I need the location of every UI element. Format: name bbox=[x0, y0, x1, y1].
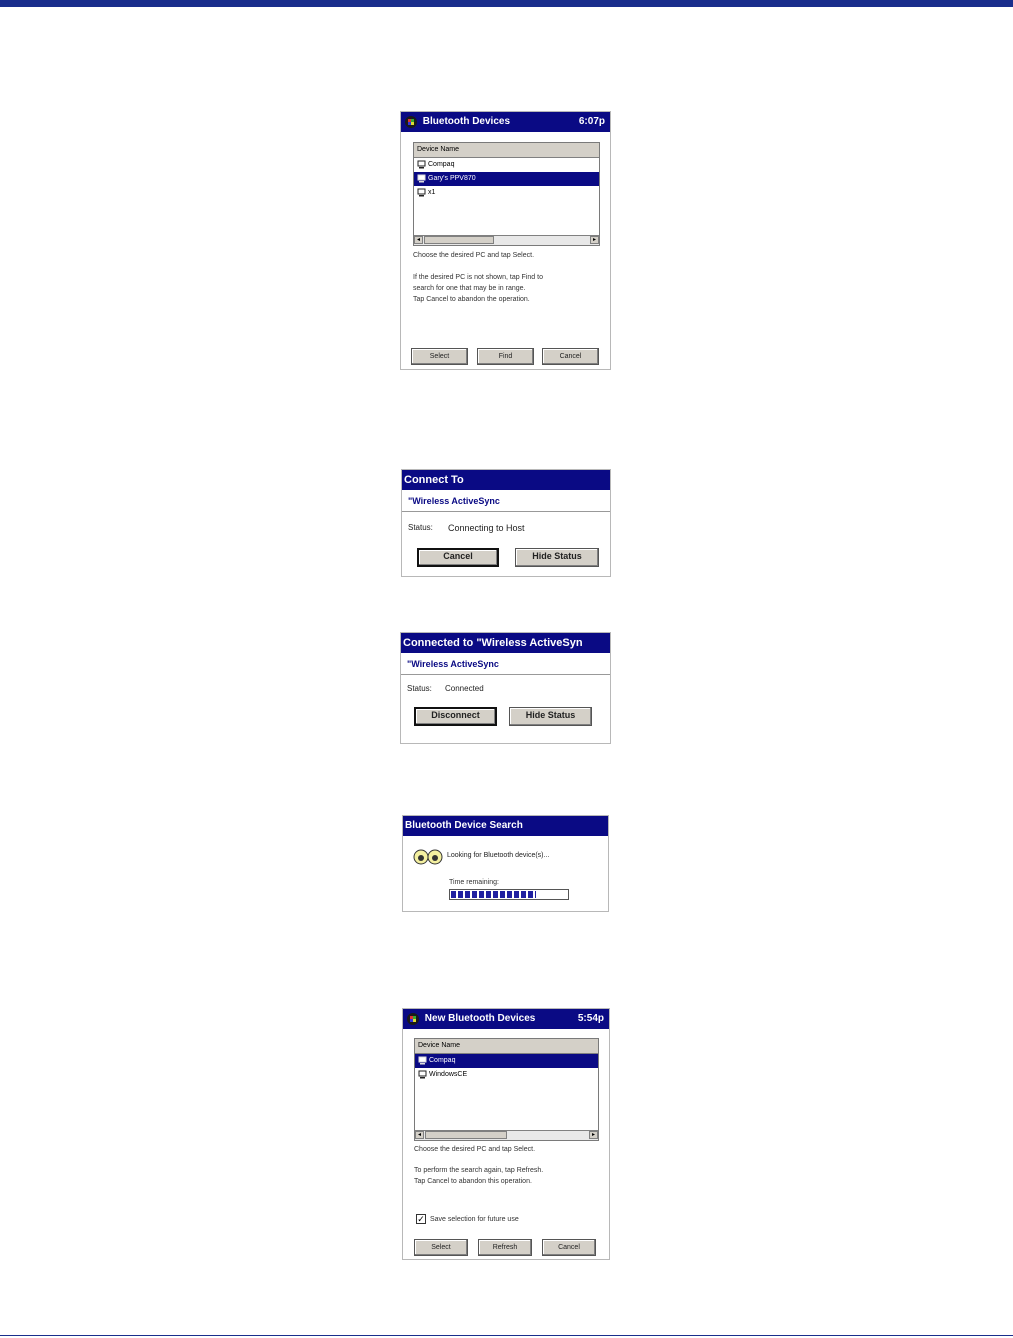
bluetooth-devices-screen bbox=[400, 111, 611, 370]
dialog-title: Bluetooth Device Search bbox=[405, 820, 523, 831]
cancel-button[interactable]: Cancel bbox=[542, 1239, 596, 1256]
device-name: Gary's PPV870 bbox=[428, 175, 476, 182]
list-item[interactable] bbox=[414, 158, 599, 172]
select-button[interactable]: Select bbox=[411, 348, 468, 365]
scroll-left-icon[interactable]: ◂ bbox=[415, 1131, 424, 1139]
connection-name: "Wireless ActiveSync bbox=[401, 653, 610, 675]
refresh-button[interactable]: Refresh bbox=[478, 1239, 532, 1256]
progress-fill bbox=[451, 891, 536, 898]
help-line: search for one that may be in range. bbox=[413, 285, 526, 292]
title-bar bbox=[401, 112, 610, 132]
search-binoculars-icon bbox=[413, 848, 443, 866]
select-button[interactable]: Select bbox=[414, 1239, 468, 1256]
title-bar bbox=[401, 633, 610, 653]
list-item-selected[interactable] bbox=[414, 172, 599, 186]
column-header-device-name[interactable]: Device Name bbox=[414, 143, 599, 158]
computer-icon bbox=[417, 174, 426, 183]
save-selection-label[interactable]: Save selection for future use bbox=[430, 1216, 519, 1223]
windows-flag-icon[interactable] bbox=[407, 1013, 419, 1025]
window-title: Bluetooth Devices bbox=[422, 116, 511, 127]
search-message: Looking for Bluetooth device(s)... bbox=[447, 852, 550, 859]
title-bar bbox=[403, 1009, 609, 1029]
list-item[interactable] bbox=[414, 186, 599, 200]
scroll-left-icon[interactable]: ◂ bbox=[414, 236, 423, 244]
save-selection-checkbox[interactable]: ✓ bbox=[417, 1214, 425, 1224]
status-label: Status: bbox=[408, 523, 433, 532]
cancel-button[interactable]: Cancel bbox=[542, 348, 599, 365]
title-bar bbox=[403, 816, 608, 836]
instruction-text: Choose the desired PC and tap Select. bbox=[413, 252, 535, 259]
device-name: Compaq bbox=[429, 1057, 456, 1064]
page-header-bar bbox=[0, 0, 1013, 7]
help-line: If the desired PC is not shown, tap Find to bbox=[413, 274, 543, 281]
dialog-title: Connect To bbox=[404, 474, 464, 487]
clock[interactable]: 6:07p bbox=[578, 116, 605, 127]
device-search-dialog bbox=[402, 815, 609, 912]
status-value: Connecting to Host bbox=[448, 523, 525, 533]
connect-to-dialog bbox=[401, 469, 611, 577]
device-list[interactable] bbox=[413, 142, 600, 246]
scroll-right-icon[interactable]: ▸ bbox=[589, 1131, 598, 1139]
device-name: Compaq bbox=[428, 161, 455, 168]
windows-flag-icon[interactable] bbox=[405, 116, 417, 128]
help-line: To perform the search again, tap Refresh. bbox=[414, 1167, 544, 1174]
computer-icon bbox=[418, 1056, 427, 1065]
scroll-thumb[interactable] bbox=[425, 1131, 507, 1139]
computer-icon bbox=[417, 188, 426, 197]
help-line: Tap Cancel to abandon this operation. bbox=[414, 1178, 532, 1185]
new-bluetooth-devices-screen bbox=[402, 1008, 610, 1260]
status-label: Status: bbox=[407, 684, 432, 693]
search-progress-bar bbox=[449, 889, 569, 900]
scroll-right-icon[interactable]: ▸ bbox=[590, 236, 599, 244]
column-header-device-name[interactable]: Device Name bbox=[415, 1039, 598, 1054]
list-item[interactable] bbox=[415, 1068, 598, 1082]
hide-status-button[interactable]: Hide Status bbox=[509, 707, 592, 726]
device-list[interactable] bbox=[414, 1038, 599, 1141]
computer-icon bbox=[417, 160, 426, 169]
scroll-thumb[interactable] bbox=[424, 236, 494, 244]
hide-status-button[interactable]: Hide Status bbox=[515, 548, 599, 567]
computer-icon bbox=[418, 1070, 427, 1079]
find-button[interactable]: Find bbox=[477, 348, 534, 365]
title-bar bbox=[402, 470, 610, 490]
horizontal-scrollbar[interactable] bbox=[414, 235, 599, 245]
status-value: Connected bbox=[445, 684, 484, 693]
cancel-button[interactable]: Cancel bbox=[417, 548, 499, 567]
help-line: Tap Cancel to abandon the operation. bbox=[413, 296, 530, 303]
device-name: x1 bbox=[428, 189, 436, 196]
connection-name: "Wireless ActiveSync bbox=[402, 490, 610, 512]
time-remaining-label: Time remaining: bbox=[449, 879, 499, 886]
page-footer-rule bbox=[0, 1335, 1013, 1336]
window-title: New Bluetooth Devices bbox=[424, 1013, 536, 1024]
dialog-title: Connected to "Wireless ActiveSyn bbox=[403, 637, 583, 650]
instruction-text: Choose the desired PC and tap Select. bbox=[414, 1146, 536, 1153]
horizontal-scrollbar[interactable] bbox=[415, 1130, 598, 1140]
connected-to-dialog bbox=[400, 632, 611, 744]
device-name: WindowsCE bbox=[429, 1071, 468, 1078]
clock[interactable]: 5:54p bbox=[577, 1013, 604, 1024]
list-item-selected[interactable] bbox=[415, 1054, 598, 1068]
disconnect-button[interactable]: Disconnect bbox=[414, 707, 497, 726]
